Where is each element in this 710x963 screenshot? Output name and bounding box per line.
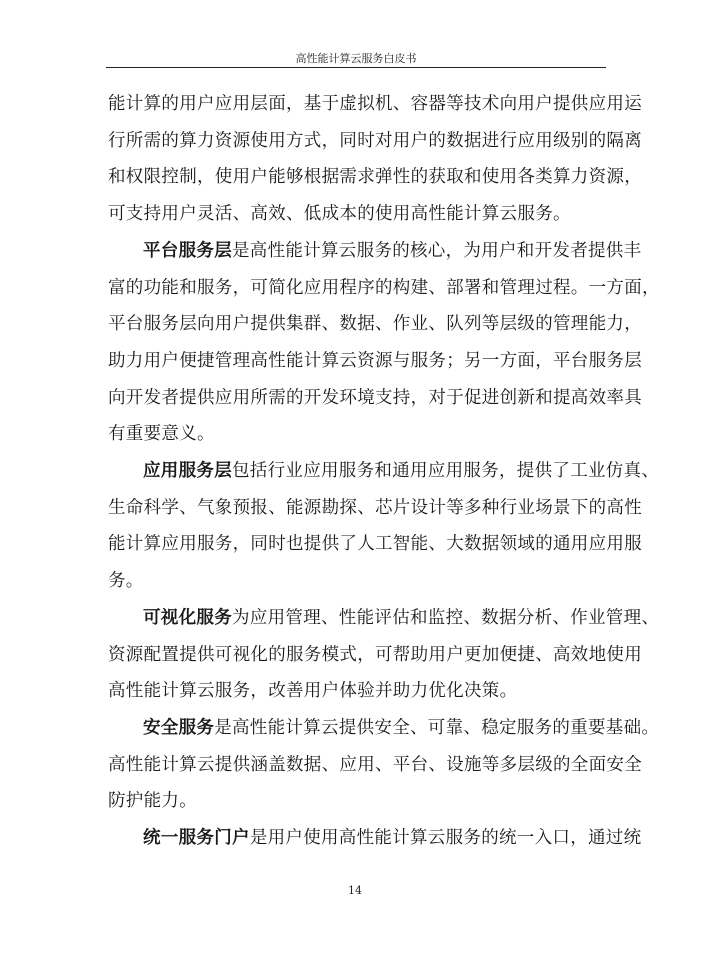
paragraph-lead-term: 平台服务层 [143,240,232,261]
paragraph-line: 助力用户便捷管理高性能计算云资源与服务；另一方面，平台服务层 [108,350,642,371]
header-rule [106,67,606,68]
paragraph-line: 可支持用户灵活、高效、低成本的使用高性能计算云服务。 [108,204,571,225]
paragraph-line: 有重要意义。 [108,424,215,445]
paragraph-line: 行所需的算力资源使用方式，同时对用户的数据进行应用级别的隔离 [108,130,642,151]
paragraph-line-text: 是高性能计算云提供安全、可靠、稳定服务的重要基础。 [214,717,660,738]
paragraph-lead-term: 应用服务层 [143,461,232,482]
paragraph-line: 能计算应用服务，同时也提供了人工智能、大数据领域的通用应用服 [108,534,642,555]
page-number: 14 [348,884,362,897]
paragraph-line [108,820,642,857]
paragraph-lead-term: 统一服务门户 [143,828,250,849]
paragraph [108,233,660,453]
paragraph-line [108,233,642,270]
paragraph-line: 务。 [108,571,144,592]
paragraph-line [108,710,660,747]
paragraph-line [108,453,660,490]
paragraph [108,710,660,820]
document-body [108,86,660,857]
running-header: 高性能计算云服务白皮书 [295,52,417,65]
paragraph-line: 生命科学、气象预报、能源勘探、芯片设计等多种行业场景下的高性 [108,497,642,518]
paragraph-line: 防护能力。 [108,791,197,812]
paragraph-line: 高性能计算云提供涵盖数据、应用、平台、设施等多层级的全面安全 [108,754,642,775]
paragraph-line: 能计算的用户应用层面，基于虚拟机、容器等技术向用户提供应用运 [108,94,642,114]
paragraph [108,600,660,710]
paragraph-line: 富的功能和服务，可简化应用程序的构建、部署和管理过程。一方面， [108,277,660,298]
paragraph-line: 向开发者提供应用所需的开发环境支持，对于促进创新和提高效率具 [108,387,642,408]
paragraph-line: 高性能计算云服务，改善用户体验并助力优化决策。 [108,681,518,702]
paragraph-line: 和权限控制，使用户能够根据需求弹性的获取和使用各类算力资源， [108,167,642,188]
paragraph [108,453,660,600]
paragraph-lead-term: 可视化服务 [143,607,232,628]
paragraph [108,86,642,233]
paragraph-line-text: 是用户使用高性能计算云服务的统一入口，通过统 [249,828,642,849]
paragraph-line-text: 为应用管理、性能评估和监控、数据分析、作业管理、 [232,607,660,628]
paragraph-line: 平台服务层向用户提供集群、数据、作业、队列等层级的管理能力， [108,314,642,335]
paragraph [108,820,642,857]
paragraph-line-text: 是高性能计算云服务的核心，为用户和开发者提供丰 [232,240,642,261]
paragraph-line-text: 包括行业应用服务和通用应用服务，提供了工业仿真、 [232,461,660,482]
paragraph-line [108,600,660,637]
paragraph-line: 资源配置提供可视化的服务模式，可帮助用户更加便捷、高效地使用 [108,644,642,665]
paragraph-lead-term: 安全服务 [143,717,215,738]
